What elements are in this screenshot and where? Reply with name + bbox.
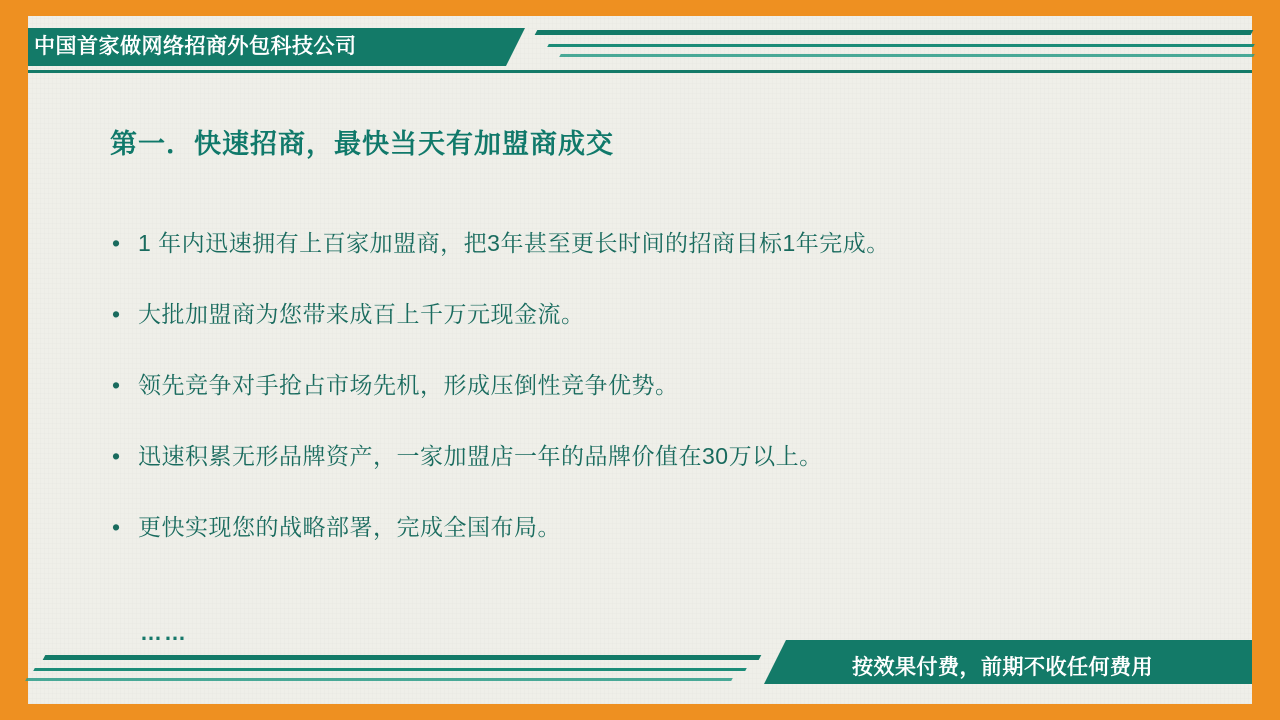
footer-stripe-3: [25, 678, 733, 681]
header-title: 中国首家做网络招商外包科技公司: [34, 35, 357, 58]
ellipsis-text: ……: [140, 620, 188, 645]
bullet-dot-icon: •: [112, 443, 121, 469]
header-stripe-1: [535, 30, 1254, 35]
header-stripe-3: [559, 54, 1255, 57]
list-item: [112, 441, 1202, 471]
footer-text: 按效果付费，前期不收任何费用: [852, 656, 1153, 679]
bullet-list: [112, 228, 1202, 583]
list-item: [112, 228, 1202, 258]
list-item: [112, 299, 1202, 329]
bullet-dot-icon: •: [112, 230, 121, 256]
footer-stripe-1: [43, 655, 762, 660]
header-stripe-2: [547, 44, 1255, 47]
list-item-text: 1 年内迅速拥有上百家加盟商，把3年甚至更长时间的招商目标1年完成。: [138, 230, 890, 256]
bullet-dot-icon: •: [112, 301, 121, 327]
header-rule: [28, 70, 1252, 73]
list-item-text: 更快实现您的战略部署，完成全国布局。: [138, 514, 561, 540]
footer-stripe-2: [33, 668, 747, 671]
list-item: [112, 512, 1202, 542]
bullet-dot-icon: •: [112, 514, 121, 540]
bullet-dot-icon: •: [112, 372, 121, 398]
list-item-text: 领先竞争对手抢占市场先机，形成压倒性竞争优势。: [138, 372, 679, 398]
list-item-text: 大批加盟商为您带来成百上千万元现金流。: [138, 301, 585, 327]
list-item-text: 迅速积累无形品牌资产，一家加盟店一年的品牌价值在30万以上。: [138, 443, 823, 469]
list-item: [112, 370, 1202, 400]
section-title: 第一．快速招商，最快当天有加盟商成交: [110, 129, 614, 159]
